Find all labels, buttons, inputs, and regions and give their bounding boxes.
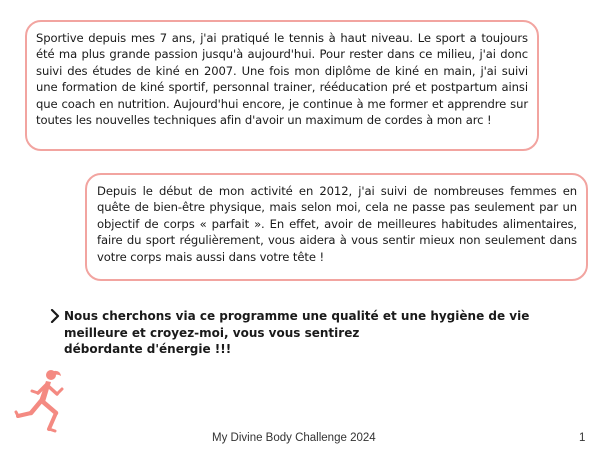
- chevron-right-icon: [50, 309, 60, 323]
- footer-title: My Divine Body Challenge 2024: [212, 432, 376, 444]
- page-number: 1: [579, 432, 586, 444]
- callout-line-3: débordante d'énergie !!!: [64, 342, 232, 356]
- intro-box: [25, 20, 539, 151]
- intro-paragraph: Sportive depuis mes 7 ans, j'ai pratiqué le tennis à haut niveau. Le sport a toujours été ma plus grande passion jusqu'à aujourd'hui. Pour rester dans ce milieu, j'ai donc suivi des études de kiné en 2007. Une fois mon diplôme de kiné en main, j'ai suivi une formation de kiné sportif, personnal trainer, rééducation pré et postpartum ainsi que coach en nutrition. Aujourd'hui encore, je continue à me former et apprendre sur toutes les nouvelles techniques afin d'avoir un maximum de cordes à mon arc !: [36, 31, 528, 128]
- activity-box: [85, 173, 588, 281]
- callout-text: [64, 308, 570, 358]
- runner-icon: [13, 368, 71, 434]
- callout: [50, 308, 570, 358]
- callout-line-2: meilleure et croyez-moi, vous vous sentirez: [64, 325, 360, 340]
- activity-paragraph: Depuis le début de mon activité en 2012, j'ai suivi de nombreuses femmes en quête de bien-être physique, mais selon moi, cela ne passe pas seulement par un objectif de corps « parfait ». En effet, avoir de meilleures habitudes alimentaires, faire du sport régulièrement, vous aidera à vous sentir mieux non seulement dans votre corps mais aussi dans votre tête !: [97, 184, 577, 264]
- callout-line-1: Nous cherchons via ce programme une qualité et une hygiène de vie: [64, 309, 530, 323]
